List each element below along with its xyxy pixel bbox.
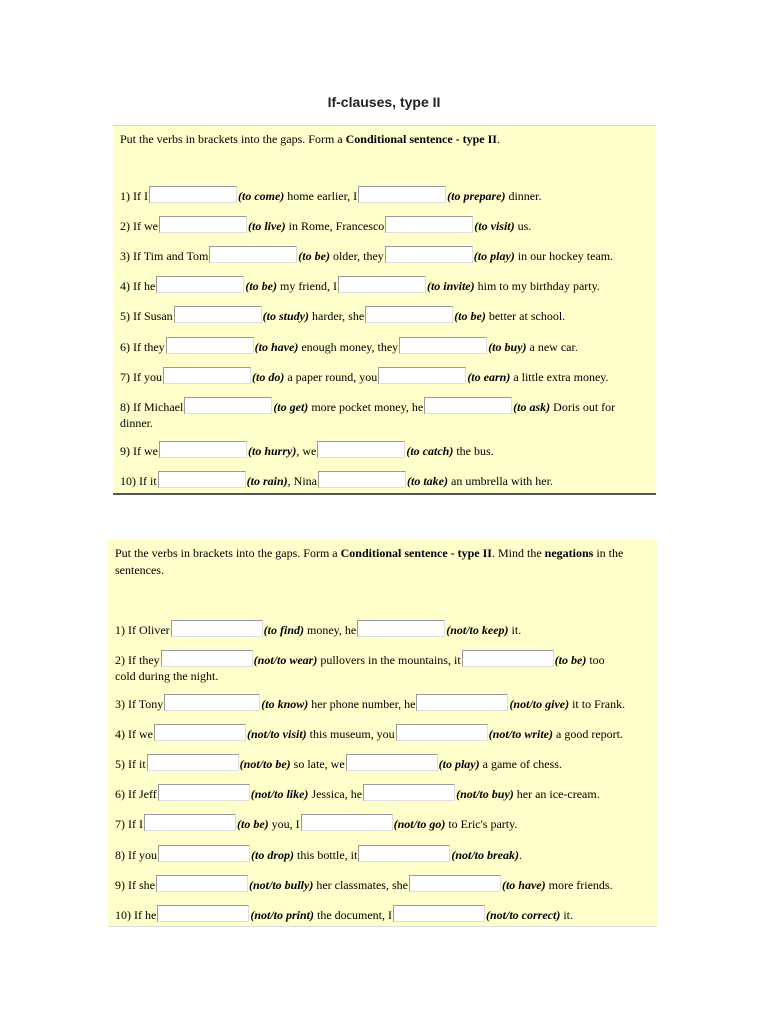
exercise-1-item-3: 3) If Tim and Tom (to be) older, they (to play) in our hockey team.: [120, 243, 648, 264]
exercise-1-item-4: 4) If he (to be) my friend, I (to invite) him to my birthday party.: [120, 273, 648, 294]
answer-gap[interactable]: [338, 276, 426, 293]
answer-gap[interactable]: [156, 875, 248, 892]
answer-gap[interactable]: [144, 814, 236, 831]
exercise-2-item-8: 8) If you (to drop) this bottle, it (not/to break).: [115, 842, 649, 863]
answer-gap[interactable]: [462, 650, 554, 667]
answer-gap[interactable]: [209, 246, 297, 263]
answer-gap[interactable]: [174, 306, 262, 323]
answer-gap[interactable]: [147, 754, 239, 771]
answer-gap[interactable]: [358, 845, 450, 862]
answer-gap[interactable]: [318, 471, 406, 488]
exercise-1-panel: [113, 125, 656, 495]
exercise-2-item-4: 4) If we (not/to visit) this museum, you (not/to write) a good report.: [115, 721, 649, 742]
exercise-2-item-5: 5) If it (not/to be) so late, we (to play) a game of chess.: [115, 751, 649, 772]
answer-gap[interactable]: [159, 216, 247, 233]
exercise-1-item-10: 10) If it (to rain), Nina (to take) an umbrella with her.: [120, 468, 648, 489]
exercise-1-instructions: Put the verbs in brackets into the gaps. Form a Conditional sentence - type II.: [120, 132, 500, 146]
answer-gap[interactable]: [158, 845, 250, 862]
exercise-2-item-10: 10) If he (not/to print) the document, I (not/to correct) it.: [115, 902, 649, 923]
exercise-1-item-1: 1) If I (to come) home earlier, I (to prepare) dinner.: [120, 183, 648, 204]
answer-gap[interactable]: [357, 620, 445, 637]
answer-gap[interactable]: [378, 367, 466, 384]
answer-gap[interactable]: [184, 397, 272, 414]
answer-gap[interactable]: [416, 694, 508, 711]
answer-gap[interactable]: [164, 694, 260, 711]
answer-gap[interactable]: [154, 724, 246, 741]
answer-gap[interactable]: [158, 784, 250, 801]
answer-gap[interactable]: [385, 246, 473, 263]
exercise-1-item-5: 5) If Susan (to study) harder, she (to be) better at school.: [120, 303, 648, 324]
answer-gap[interactable]: [149, 186, 237, 203]
answer-gap[interactable]: [346, 754, 438, 771]
answer-gap[interactable]: [166, 337, 254, 354]
answer-gap[interactable]: [396, 724, 488, 741]
exercise-2-item-3: 3) If Tony (to know) her phone number, he (not/to give) it to Frank.: [115, 691, 649, 712]
answer-gap[interactable]: [424, 397, 512, 414]
answer-gap[interactable]: [317, 441, 405, 458]
exercise-2-panel: [108, 540, 657, 927]
exercise-1-item-7: 7) If you (to do) a paper round, you (to earn) a little extra money.: [120, 364, 648, 385]
exercise-2-item-6: 6) If Jeff (not/to like) Jessica, he (not/to buy) her an ice-cream.: [115, 781, 649, 802]
exercise-1-item-2: 2) If we (to live) in Rome, Francesco (to visit) us.: [120, 213, 648, 234]
answer-gap[interactable]: [399, 337, 487, 354]
answer-gap[interactable]: [156, 276, 244, 293]
answer-gap[interactable]: [171, 620, 263, 637]
answer-gap[interactable]: [358, 186, 446, 203]
answer-gap[interactable]: [157, 905, 249, 922]
answer-gap[interactable]: [365, 306, 453, 323]
exercise-1-item-9: 9) If we (to hurry), we (to catch) the bus.: [120, 438, 648, 459]
exercise-1-item-8: 8) If Michael (to get) more pocket money, he (to ask) Doris out for dinner.: [120, 394, 648, 431]
answer-gap[interactable]: [385, 216, 473, 233]
answer-gap[interactable]: [158, 471, 246, 488]
answer-gap[interactable]: [159, 441, 247, 458]
answer-gap[interactable]: [163, 367, 251, 384]
exercise-2-item-1: 1) If Oliver (to find) money, he (not/to keep) it.: [115, 617, 649, 638]
answer-gap[interactable]: [161, 650, 253, 667]
exercise-2-instructions: Put the verbs in brackets into the gaps. Form a Conditional sentence - type II. Mind the negations in the sentences.: [115, 546, 624, 577]
answer-gap[interactable]: [393, 905, 485, 922]
page-title: If-clauses, type II: [327, 94, 441, 110]
exercise-2-item-7: 7) If I (to be) you, I (not/to go) to Eric's party.: [115, 811, 649, 832]
answer-gap[interactable]: [301, 814, 393, 831]
answer-gap[interactable]: [409, 875, 501, 892]
exercise-2-item-9: 9) If she (not/to bully) her classmates, she (to have) more friends.: [115, 872, 649, 893]
exercise-1-item-6: 6) If they (to have) enough money, they (to buy) a new car.: [120, 334, 648, 355]
exercise-2-item-2: 2) If they (not/to wear) pullovers in the mountains, it (to be) too cold during the night.: [115, 647, 649, 684]
answer-gap[interactable]: [363, 784, 455, 801]
